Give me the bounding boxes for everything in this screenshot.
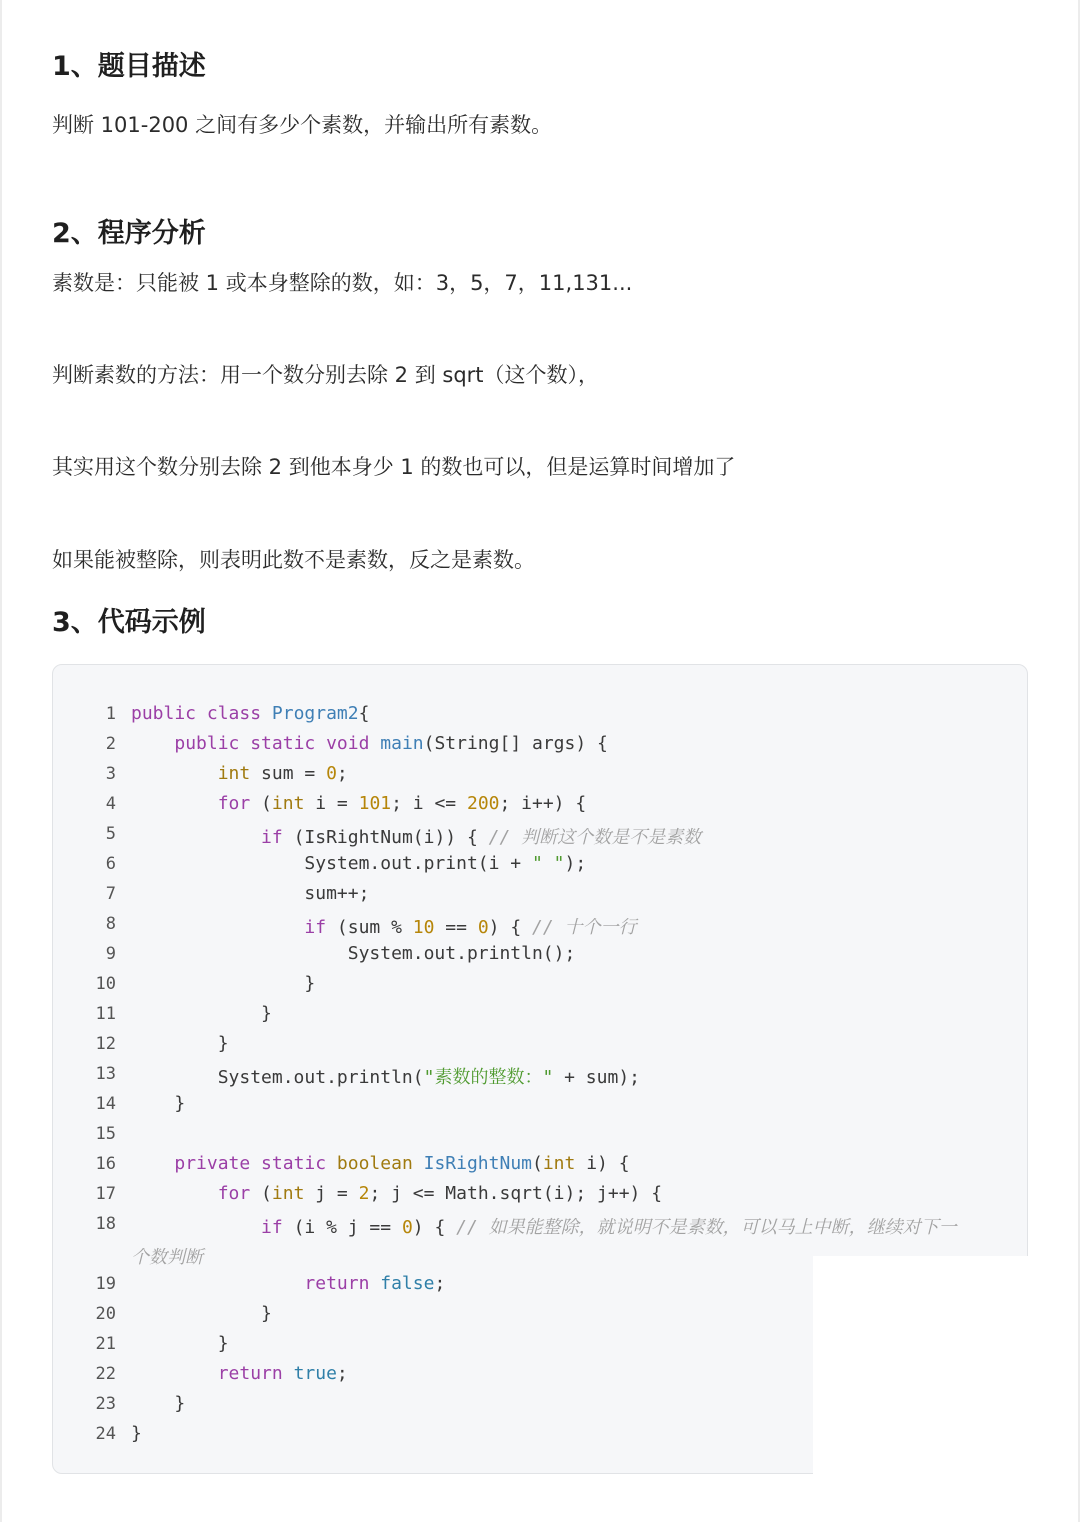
code-line: }	[131, 1393, 186, 1414]
code-line-number: 12	[95, 1034, 116, 1054]
code-line-number: 24	[95, 1424, 116, 1444]
code-line: for (int i = 101; i <= 200; i++) {	[217, 793, 587, 814]
code-line-number: 10	[95, 974, 116, 994]
code-line: }	[131, 1333, 229, 1354]
code-line-wrap: 个数判断	[131, 1247, 203, 1268]
analysis-paragraph-1: 素数是：只能被 1 或本身整除的数，如：3，5，7，11,131...	[52, 271, 633, 295]
analysis-paragraph-3: 其实用这个数分别去除 2 到他本身少 1 的数也可以，但是运算时间增加了	[52, 455, 736, 479]
code-line-number: 16	[95, 1154, 116, 1174]
code-line: public static void main(String[] args) {	[174, 733, 608, 754]
code-line-number: 1	[105, 704, 116, 724]
code-line: System.out.println("素数的整数：" + sum);	[131, 1067, 640, 1088]
code-line-number: 4	[105, 794, 116, 814]
code-line-number: 20	[95, 1304, 116, 1324]
code-line: System.out.print(i + " ");	[131, 853, 587, 874]
code-line: return true;	[217, 1363, 348, 1384]
code-line-number: 19	[95, 1274, 116, 1294]
problem-description: 判断 101-200 之间有多少个素数，并输出所有素数。	[52, 113, 553, 137]
code-line-number: 8	[105, 914, 116, 934]
code-line-number: 2	[105, 734, 116, 754]
code-line-number: 9	[105, 944, 116, 964]
code-line-number: 17	[95, 1184, 116, 1204]
code-line-number: 15	[95, 1124, 116, 1144]
code-line-number: 5	[105, 824, 116, 844]
code-line-number: 11	[95, 1004, 116, 1024]
code-line-number: 23	[95, 1394, 116, 1414]
code-line: sum++;	[131, 883, 370, 904]
page-edge-left	[0, 0, 2, 1522]
section-heading-2: 2、程序分析	[52, 218, 206, 249]
code-line-number: 3	[105, 764, 116, 784]
code-line-number: 22	[95, 1364, 116, 1384]
code-line: if (IsRightNum(i)) { // 判断这个数是不是素数	[261, 827, 702, 848]
code-line: }	[131, 1033, 229, 1054]
code-line: public class Program2{	[131, 703, 370, 724]
code-block-cutoff	[813, 1256, 1033, 1522]
code-line: }	[131, 973, 316, 994]
section-heading-3: 3、代码示例	[52, 607, 206, 638]
code-line-number: 13	[95, 1064, 116, 1084]
section-heading-1: 1、题目描述	[52, 51, 206, 82]
code-line: System.out.println();	[131, 943, 576, 964]
code-line: return false;	[304, 1273, 446, 1294]
code-line-number: 14	[95, 1094, 116, 1114]
code-line-number: 21	[95, 1334, 116, 1354]
code-line: if (i % j == 0) { // 如果能整除，就说明不是素数，可以马上中断，继续对下一	[261, 1217, 957, 1238]
code-line: int sum = 0;	[217, 763, 348, 784]
analysis-paragraph-4: 如果能被整除，则表明此数不是素数，反之是素数。	[52, 548, 535, 572]
code-line: if (sum % 10 == 0) { // 十个一行	[304, 917, 637, 938]
code-line-number: 7	[105, 884, 116, 904]
code-line: }	[131, 1303, 272, 1324]
code-line-number: 18	[95, 1214, 116, 1234]
code-line-number: 6	[105, 854, 116, 874]
code-line: }	[131, 1093, 186, 1114]
code-line: }	[131, 1423, 142, 1444]
code-line: private static boolean IsRightNum(int i) {	[174, 1153, 630, 1174]
analysis-paragraph-2: 判断素数的方法：用一个数分别去除 2 到 sqrt（这个数），	[52, 363, 600, 387]
code-line: for (int j = 2; j <= Math.sqrt(i); j++) {	[217, 1183, 663, 1204]
code-line: }	[131, 1003, 272, 1024]
